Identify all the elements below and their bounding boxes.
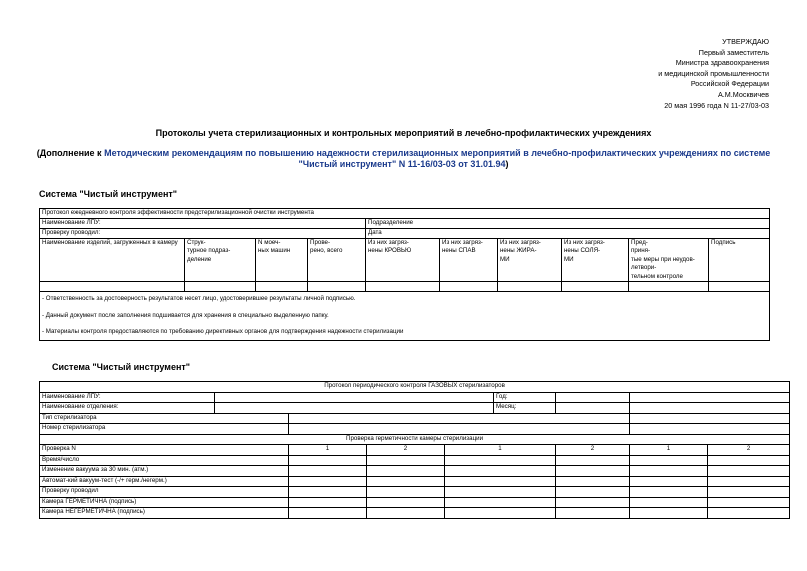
table-cell[interactable] (708, 476, 790, 487)
check-number: 1 (445, 445, 556, 456)
column-header: Из них загряз- нены СПАВ (440, 239, 498, 282)
lpu-label: Наименование ЛПУ: (40, 219, 366, 229)
protocol-title-cell: Протокол периодического контроля ГАЗОВЫХ стерилизаторов (40, 382, 790, 393)
dept-label: Наименование отделения: (40, 403, 215, 414)
table-cell[interactable] (367, 508, 445, 519)
gas-sterilizer-control-table (39, 381, 790, 519)
empty-cell[interactable] (629, 282, 709, 292)
column-header: Наименование изделий, загруженных в камеру (40, 239, 185, 282)
note-line: - Материалы контроля предоставляются по требованию директивных органов для подтверждения надежности стерилизации (42, 328, 404, 336)
table-cell[interactable] (367, 466, 445, 477)
check-number: 2 (708, 445, 790, 456)
table-cell[interactable] (556, 455, 630, 466)
check-title-cell: Проверка герметичности камеры стерилизации (40, 434, 790, 445)
row-label: Камера НЕГЕРМЕТИЧНА (подпись) (40, 508, 289, 519)
table-cell[interactable] (630, 455, 708, 466)
number-value[interactable] (289, 424, 630, 435)
table-cell[interactable] (630, 476, 708, 487)
table-cell[interactable] (556, 497, 630, 508)
approval-block (569, 37, 769, 111)
empty-cell[interactable] (440, 282, 498, 292)
note-line: - Ответственность за достоверность результатов несет лицо, удостоверившее результаты личной подписью. (42, 295, 356, 303)
month-label: Месяц: (494, 403, 556, 414)
type-label: Тип стерилизатора (40, 413, 289, 424)
notes-cell (40, 292, 770, 341)
check-number: 1 (289, 445, 367, 456)
empty-cell[interactable] (709, 282, 770, 292)
system2-heading: Система "Чистый инструмент" (52, 362, 191, 372)
daily-control-table (39, 208, 770, 341)
table-cell[interactable] (630, 487, 708, 498)
table-cell[interactable] (367, 487, 445, 498)
table-cell[interactable] (445, 466, 556, 477)
number-label: Номер стерилизатора (40, 424, 289, 435)
table-cell[interactable] (289, 466, 367, 477)
empty-cell (630, 403, 790, 414)
type-value[interactable] (289, 413, 630, 424)
date-label: Дата (366, 229, 770, 239)
system1-heading: Система "Чистый инструмент" (39, 189, 178, 199)
check-number: 1 (630, 445, 708, 456)
empty-cell[interactable] (498, 282, 562, 292)
table-cell[interactable] (630, 466, 708, 477)
column-header: Из них загряз- нены СОЛЯ- МИ (562, 239, 629, 282)
table-cell[interactable] (289, 497, 367, 508)
table-cell[interactable] (289, 508, 367, 519)
table-cell[interactable] (445, 508, 556, 519)
row-label: Автомат-кий вакуум-тест (-/+ герм./негерм.) (40, 476, 289, 487)
checked-by-label: Проверку проводил: (40, 229, 366, 239)
empty-cell (630, 413, 790, 424)
table-cell[interactable] (630, 497, 708, 508)
table-cell[interactable] (556, 487, 630, 498)
empty-cell[interactable] (308, 282, 366, 292)
row-label: Время/число (40, 455, 289, 466)
column-header: Пред- приня- тые меры при неудов- летвори- тельном контроле (629, 239, 709, 282)
table-cell[interactable] (445, 497, 556, 508)
document-subtitle (30, 148, 777, 170)
table-cell[interactable] (556, 466, 630, 477)
table-cell[interactable] (708, 487, 790, 498)
table-cell[interactable] (445, 476, 556, 487)
approval-line: УТВЕРЖДАЮ (722, 37, 769, 46)
empty-cell[interactable] (185, 282, 256, 292)
table-cell[interactable] (708, 508, 790, 519)
year-value[interactable] (556, 392, 630, 403)
row-label: Проверку проводил (40, 487, 289, 498)
note-line: - Данный документ после заполнения подшивается для хранения в специально выделенную папку. (42, 311, 329, 319)
empty-cell[interactable] (366, 282, 440, 292)
division-label: Подразделение (366, 219, 770, 229)
table-cell[interactable] (289, 487, 367, 498)
column-header: Прове- рено, всего (308, 239, 366, 282)
table-cell[interactable] (289, 476, 367, 487)
empty-cell (630, 424, 790, 435)
approval-line: Российской Федерации (690, 79, 769, 89)
approval-line: А.М.Москвичев (718, 89, 769, 99)
methodical-recommendations-link[interactable]: Методическим рекомендациям по повышению надежности стерилизационных мероприятий в лечебно-профилактических учреждениях по системе "Чистый инструмент" N 11-16/03-03 от 31.01.94 (104, 148, 771, 169)
approval-line: Министра здравоохранения (675, 58, 769, 68)
row-label: Камера ГЕРМЕТИЧНА (подпись) (40, 497, 289, 508)
month-value[interactable] (556, 403, 630, 414)
check-number: 2 (367, 445, 445, 456)
column-header: N моеч- ных машин (256, 239, 308, 282)
table-cell[interactable] (367, 455, 445, 466)
table-cell[interactable] (556, 508, 630, 519)
protocol-title-cell: Протокол ежедневного контроля эффективности предстерилизационной очистки инструмента (40, 209, 770, 219)
table-cell[interactable] (289, 455, 367, 466)
empty-cell (630, 392, 790, 403)
table-cell[interactable] (367, 476, 445, 487)
table-cell[interactable] (708, 466, 790, 477)
document-title: Протоколы учета стерилизационных и контрольных мероприятий в лечебно-профилактических учреждениях (155, 128, 652, 138)
empty-cell[interactable] (562, 282, 629, 292)
approval-line: Первый заместитель (698, 47, 769, 57)
table-cell[interactable] (367, 497, 445, 508)
column-header: Подпись (709, 239, 770, 282)
lpu-label: Наименование ЛПУ: (40, 392, 215, 403)
table-cell[interactable] (556, 476, 630, 487)
subtitle-suffix: ) (505, 159, 509, 169)
check-no-label: Проверка N (40, 445, 289, 456)
table-cell[interactable] (445, 487, 556, 498)
column-header: Из них загряз- нены КРОВЬЮ (366, 239, 440, 282)
empty-cell[interactable] (256, 282, 308, 292)
table-cell[interactable] (708, 455, 790, 466)
column-header: Из них загряз- нены ЖИРА- МИ (498, 239, 562, 282)
check-number: 2 (556, 445, 630, 456)
year-label: Год: (494, 392, 556, 403)
lpu-value[interactable] (215, 392, 494, 403)
approval-line: 20 мая 1996 года N 11-27/03-03 (664, 100, 769, 110)
row-label: Изменение вакуума за 30 мин. (атм.) (40, 466, 289, 477)
table-cell[interactable] (445, 455, 556, 466)
column-header: Струк- турное подраз- деление (185, 239, 256, 282)
subtitle-prefix: (Дополнение к (36, 148, 105, 158)
empty-cell[interactable] (40, 282, 185, 292)
dept-value[interactable] (215, 403, 494, 414)
approval-line: и медицинской промышленности (658, 68, 769, 78)
table-cell[interactable] (630, 508, 708, 519)
table-cell[interactable] (708, 497, 790, 508)
